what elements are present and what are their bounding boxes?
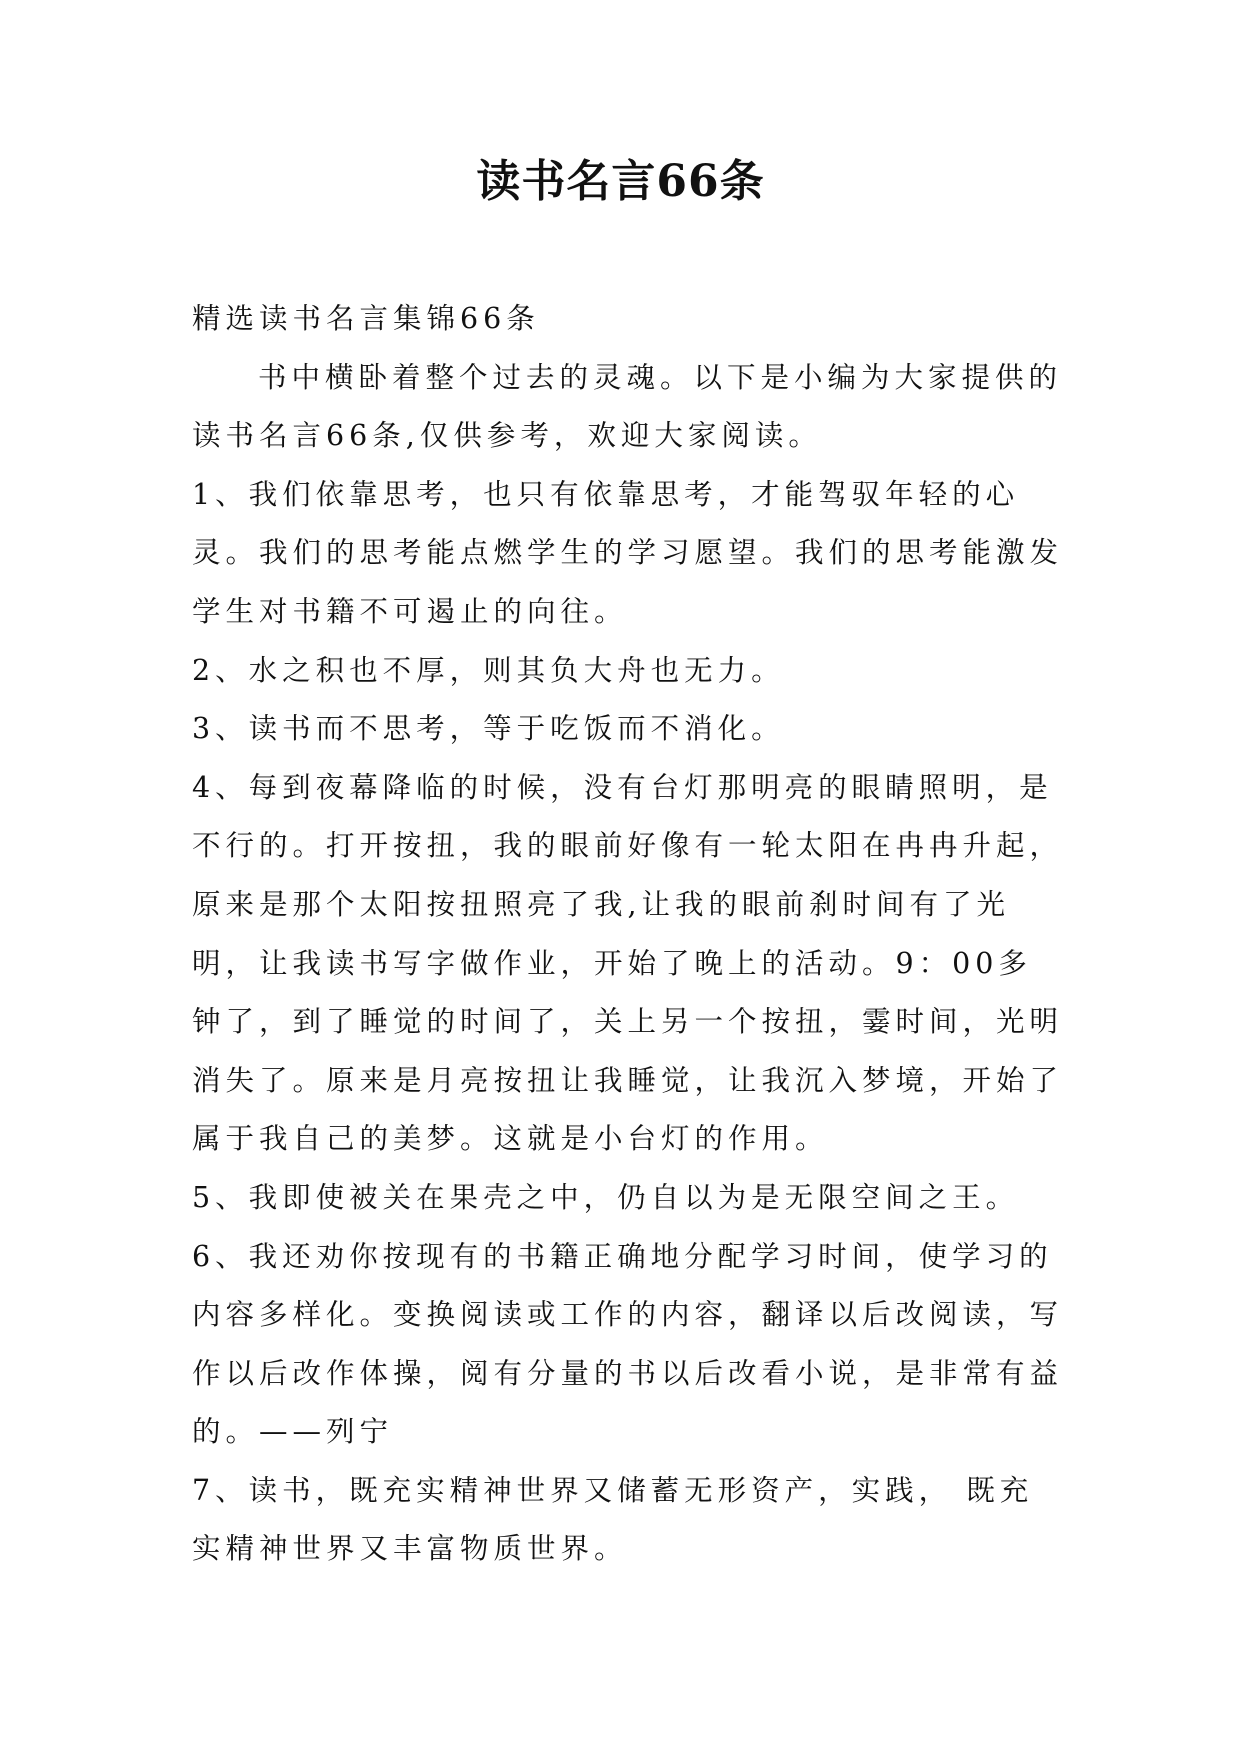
quote-paragraph-3: 3、读书而不思考，等于吃饭而不消化。	[192, 712, 785, 746]
quote-paragraph-1: 1、我们依靠思考，也只有依靠思考，才能驾驭年轻的心灵。我们的思考能点燃学生的学习愿望。我们的思考能激发学生对书籍不可遏止的向往。	[192, 477, 1064, 628]
document-body	[192, 290, 1064, 1579]
quote-paragraph-5: 5、我即使被关在果壳之中，仍自以为是无限空间之王。	[192, 1180, 1020, 1214]
quote-paragraph-6: 6、我还劝你按现有的书籍正确地分配学习时间，使学习的内容多样化。变换阅读或工作的内容，翻译以后改阅读，写作以后改作体操，阅有分量的书以后改看小说，是非常有益的。——列宁	[192, 1239, 1064, 1449]
quote-paragraph-4: 4、每到夜幕降临的时候，没有台灯那明亮的眼睛照明，是不行的。打开按扭，我的眼前好像有一轮太阳在冉冉升起，原来是那个太阳按扭照亮了我,让我的眼前刹时间有了光明，让我读书写字做作业，开始了晚上的活动。9：00多钟了，到了睡觉的时间了，关上另一个按扭，霎时间，光明消失了。原来是月亮按扭让我睡觉，让我沉入梦境，开始了属于我自己的美梦。这就是小台灯的作用。	[192, 770, 1064, 1156]
subtitle-paragraph: 精选读书名言集锦66条	[192, 302, 540, 335]
quote-paragraph-7: 7、读书，既充实精神世界又储蓄无形资产，实践， 既充实精神世界又丰富物质世界。	[192, 1473, 1034, 1566]
intro-paragraph: 书中横卧着整个过去的灵魂。以下是小编为大家提供的读书名言66条,仅供参考，欢迎大家阅读。	[192, 360, 1063, 453]
quote-paragraph-2: 2、水之积也不厚，则其负大舟也无力。	[192, 653, 785, 687]
document-title: 读书名言66条	[476, 156, 765, 207]
